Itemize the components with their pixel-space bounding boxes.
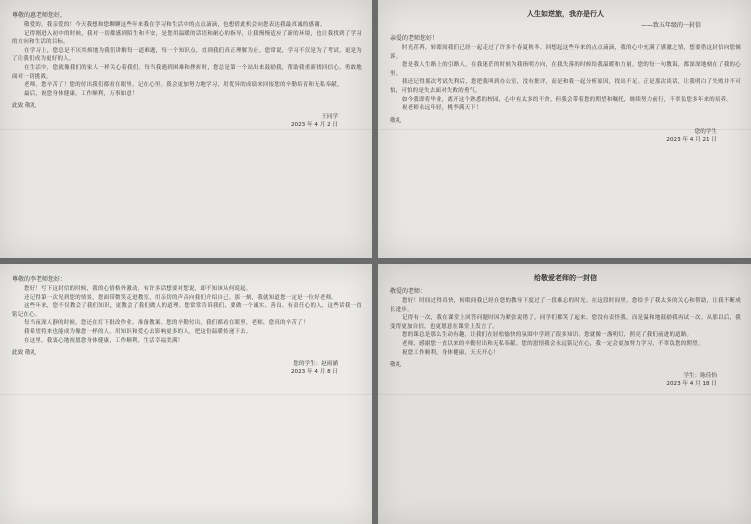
letter-subtitle: ——致五年级的一封信 — [640, 22, 701, 29]
signature-date: 2023 年 4 月 8 日 — [290, 369, 338, 376]
signature-date: 2023 年 4 月 18 日 — [666, 381, 717, 388]
letter-paragraph: 如今我即将毕业，离开这个熟悉的校园，心中有太多的不舍。但我会带着您的期望和嘱托，继续努力前行，不辜负您多年来的培养。 — [402, 96, 733, 103]
letter-closing: 此致 敬礼 — [12, 350, 37, 357]
letter-top-right — [378, 0, 751, 258]
signature-name: 王同学 — [321, 114, 338, 121]
letter-paragraph: 这些年来，您不仅教会了我们知识，更教会了我们做人的道理。您常常告诉我们，要做一个诚实、善良、有责任心的人，这些话我一直铭记在心。 — [12, 303, 362, 318]
letter-paragraph: 在这里，我衷心地祝愿您身体健康，工作顺利，生活幸福美满！ — [24, 337, 184, 344]
letter-paragraph: 您好！时间过得真快，转眼间我已经在您的教导下度过了一段难忘的时光。在这段时间里，您给予了我太多的关心和帮助，让我不断成长进步。 — [390, 298, 741, 313]
letter-paragraph: 在学习上，您总是不厌其烦地为我们讲解每一道难题，每一个知识点，直到我们真正理解为止。您常说，学习不仅是为了考试，更是为了让我们成为更好的人。 — [12, 47, 362, 63]
signature-date: 2023 年 4 月 21 日 — [666, 136, 717, 143]
letter-salutation: 尊敬的惠老师您好， — [12, 12, 67, 19]
signature-name: 您的学生：赵雨涵 — [293, 361, 338, 368]
letter-signature — [12, 113, 338, 129]
letter-bottom-right — [378, 264, 751, 524]
letter-closing: 敬礼 — [390, 362, 402, 369]
letter-salutation: 尊敬的李老师您好： — [12, 276, 67, 283]
letter-paragraph: 您好！写下这封信的时候，我的心情格外激动，有许多话想要对您说，却不知该从何说起。 — [24, 286, 252, 292]
paper-fold — [378, 394, 751, 395]
letter-signature — [390, 372, 717, 388]
letter-paragraph: 敬爱的，我亲爱的！今天我想和您聊聊这些年来我在学习和生活中的点点滴滴，也想借此机会向您表达我最真诚的感谢。 — [24, 22, 326, 28]
signature-name: 学生：陈佳怡 — [683, 373, 717, 380]
letter-paragraph: 我还记得那次考试失利后，您把我叫到办公室，没有批评，而是和我一起分析原因，找出不足。正是那次谈话，让我明白了失败并不可怕，可怕的是失去面对失败的勇气。 — [390, 79, 741, 94]
letter-paragraph: 时光荏苒，转眼间我们已经一起走过了许多个春夏秋冬。回想起这些年来的点点滴滴，我的心中充满了感激之情，想要借这封信向您倾诉。 — [390, 45, 741, 60]
letter-closing: 敬礼 — [390, 117, 402, 124]
letter-paragraph: 老师，感谢您一直以来的辛勤付出和无私奉献。您的恩情我会永远铭记在心，我一定会更加努力学习，不辜负您的期望。 — [402, 340, 704, 347]
letter-paragraph: 祝老师永远年轻，桃李满天下！ — [402, 105, 482, 112]
paper-fold — [378, 129, 751, 130]
letter-paragraph: 老师，您辛苦了！您的付出我们都看在眼里，记在心里。我会更加努力地学习，用优异的成绩来回报您的辛勤培育和无私奉献。 — [24, 82, 343, 89]
letter-paragraph: 您是我人生路上的引路人，在我迷茫的时候为我指明方向，在我失落的时候给我温暖和力量。您的每一句教诲，都深深地刻在了我的心里。 — [390, 62, 741, 77]
letter-paragraph: 祝您工作顺利，身体健康，天天开心！ — [402, 349, 499, 356]
letter-paragraph: 记得有一次，我在课堂上回答问题时因为紧张说错了，同学们都笑了起来。您没有责怪我，而是温和地鼓励我再试一次。从那以后，我变得更加自信，也更愿意在课堂上发言了。 — [390, 315, 741, 330]
letter-bottom-left — [0, 264, 372, 524]
letter-signature — [12, 360, 338, 376]
letter-paragraph: 我希望将来也能成为像您一样的人，用知识和爱心去影响更多的人，把这份温暖传递下去。 — [24, 328, 252, 335]
letter-salutation: 敬爱的老师： — [390, 288, 427, 295]
letter-top-left — [0, 0, 372, 258]
letter-paragraph: 记得刚进入初中的时候，我对一切都感到陌生和不安，是您用温暖的话语和耐心的指导，让我慢慢适应了新的环境，也让我找到了学习的方向和生活的目标。 — [12, 30, 362, 46]
letter-paragraph: 您的课总是那么生动有趣，让我们在轻松愉快的氛围中学到了很多知识。您就像一盏明灯，照亮了我们前进的道路。 — [402, 332, 693, 339]
signature-name: 您的学生 — [694, 128, 717, 135]
letter-closing: 此致 敬礼 — [12, 103, 37, 110]
letter-salutation: 亲爱的老师您好！ — [390, 35, 439, 42]
letter-title: 给敬爱老师的一封信 — [534, 274, 597, 282]
paper-fold — [0, 394, 372, 395]
letter-signature — [390, 128, 717, 144]
paper-fold — [0, 129, 372, 130]
signature-date: 2023 年 4 月 2 日 — [290, 122, 338, 129]
letter-title: 人生如逆旅，我亦是行人 — [527, 10, 604, 18]
letter-paragraph: 最后，祝您身体健康，工作顺利，万事如意！ — [24, 90, 138, 97]
letter-paragraph: 在生活中，您就像我们的家人一样关心着我们。每当我遇到困难和挫折时，您总是第一个站出来鼓励我，帮助我重新找回信心，勇敢地面对一切挑战。 — [12, 64, 362, 80]
letter-paragraph: 每当夜深人静的时候，您还在灯下批改作业、准备教案。您的辛勤付出，我们都看在眼里。老师，您真的辛苦了！ — [24, 320, 309, 327]
letter-paragraph: 还记得第一次见到您的情景，您面带微笑走进教室，用亲切的声音向我们介绍自己。那一刻，我就知道您一定是一位好老师。 — [24, 294, 337, 301]
